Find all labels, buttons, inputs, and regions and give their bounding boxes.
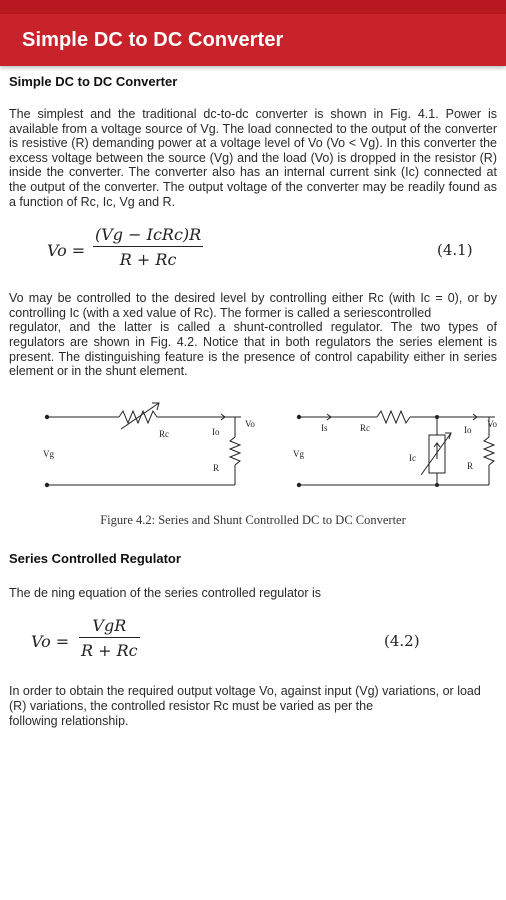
intro-paragraph: The simplest and the traditional dc-to-dc converter is shown in Fig. 4.1. Power is available from a voltage source of Vg. The load connected to the output of the converter is resistive (R) demanding power at a voltage level of Vo (Vo < Vg). In this converter the excess voltage between the source (Vg) and the load (Vo) is dropped in the resistor (R) inside the converter. The converter also has an internal current sink (Ic) connected at the output of the converter. The output voltage of the converter may be readily found as a function of Rc, Ic, Vg and R. bbox=[9, 107, 497, 209]
label-vo: Vo bbox=[245, 418, 255, 429]
label-r: R bbox=[213, 462, 220, 473]
equation-lhs: Vo = bbox=[47, 241, 86, 261]
terminal-dot bbox=[297, 483, 301, 487]
junction-dot bbox=[435, 415, 439, 419]
terminal-dot bbox=[297, 415, 301, 419]
equation-4-2 bbox=[9, 610, 497, 680]
section-title: Series Controlled Regulator bbox=[9, 550, 181, 566]
label-io: Io bbox=[464, 424, 472, 435]
figure-4-2 bbox=[9, 395, 497, 537]
junction-dot bbox=[435, 483, 439, 487]
status-bar bbox=[0, 0, 506, 14]
equation-fraction bbox=[93, 225, 203, 269]
label-r: R bbox=[467, 460, 474, 471]
variation-paragraph-line2: following relationship. bbox=[9, 713, 129, 728]
article-content bbox=[0, 74, 506, 728]
control-paragraph-line2: regulator, and the latter is called a shunt-controlled regulator. The two types of regulators are shown in Fig. 4.2. Notice that in both regulators the series element is present. The distinguishing feature is the presence of control capability either in series element or in the shunt element. bbox=[9, 320, 497, 379]
equation-number: (4.1) bbox=[437, 241, 473, 260]
label-io: Io bbox=[212, 426, 220, 437]
equation-numerator: (Vg − IcRc)R bbox=[93, 225, 203, 247]
circuit-diagram bbox=[9, 395, 497, 507]
label-rc: Rc bbox=[159, 428, 169, 439]
app-title: Simple DC to DC Converter bbox=[22, 28, 284, 51]
control-paragraph-line1: Vo may be controlled to the desired level by controlling either Rc (with Ic = 0), or by controlling Ic (with a xed value of Rc). The former is called a seriescontrolled bbox=[9, 291, 497, 320]
equation-lhs: Vo = bbox=[31, 632, 70, 652]
app-bar bbox=[0, 14, 506, 66]
terminal-dot bbox=[45, 483, 49, 487]
label-vg: Vg bbox=[293, 448, 304, 459]
equation-fraction bbox=[79, 616, 140, 660]
section-title: Simple DC to DC Converter bbox=[9, 74, 178, 89]
equation-denominator: R + Rc bbox=[119, 250, 177, 270]
equation-denominator: R + Rc bbox=[81, 641, 138, 661]
label-vo: Vo bbox=[487, 418, 497, 429]
terminal-dot bbox=[45, 415, 49, 419]
equation-4-1 bbox=[9, 219, 497, 289]
variation-paragraph-line1: In order to obtain the required output voltage Vo, against input (Vg) variations, or load (R) variations, the controlled resistor Rc must be varied as per the bbox=[9, 684, 481, 713]
figure-caption: Figure 4.2: Series and Shunt Controlled DC to DC Converter bbox=[100, 512, 406, 527]
equation-numerator: VgR bbox=[79, 616, 140, 638]
label-rc: Rc bbox=[360, 422, 370, 433]
label-vg: Vg bbox=[43, 448, 54, 459]
equation-intro: The de ning equation of the series controlled regulator is bbox=[9, 585, 321, 600]
label-is: Is bbox=[321, 422, 328, 433]
label-ic: Ic bbox=[409, 452, 416, 463]
equation-number: (4.2) bbox=[384, 632, 420, 651]
